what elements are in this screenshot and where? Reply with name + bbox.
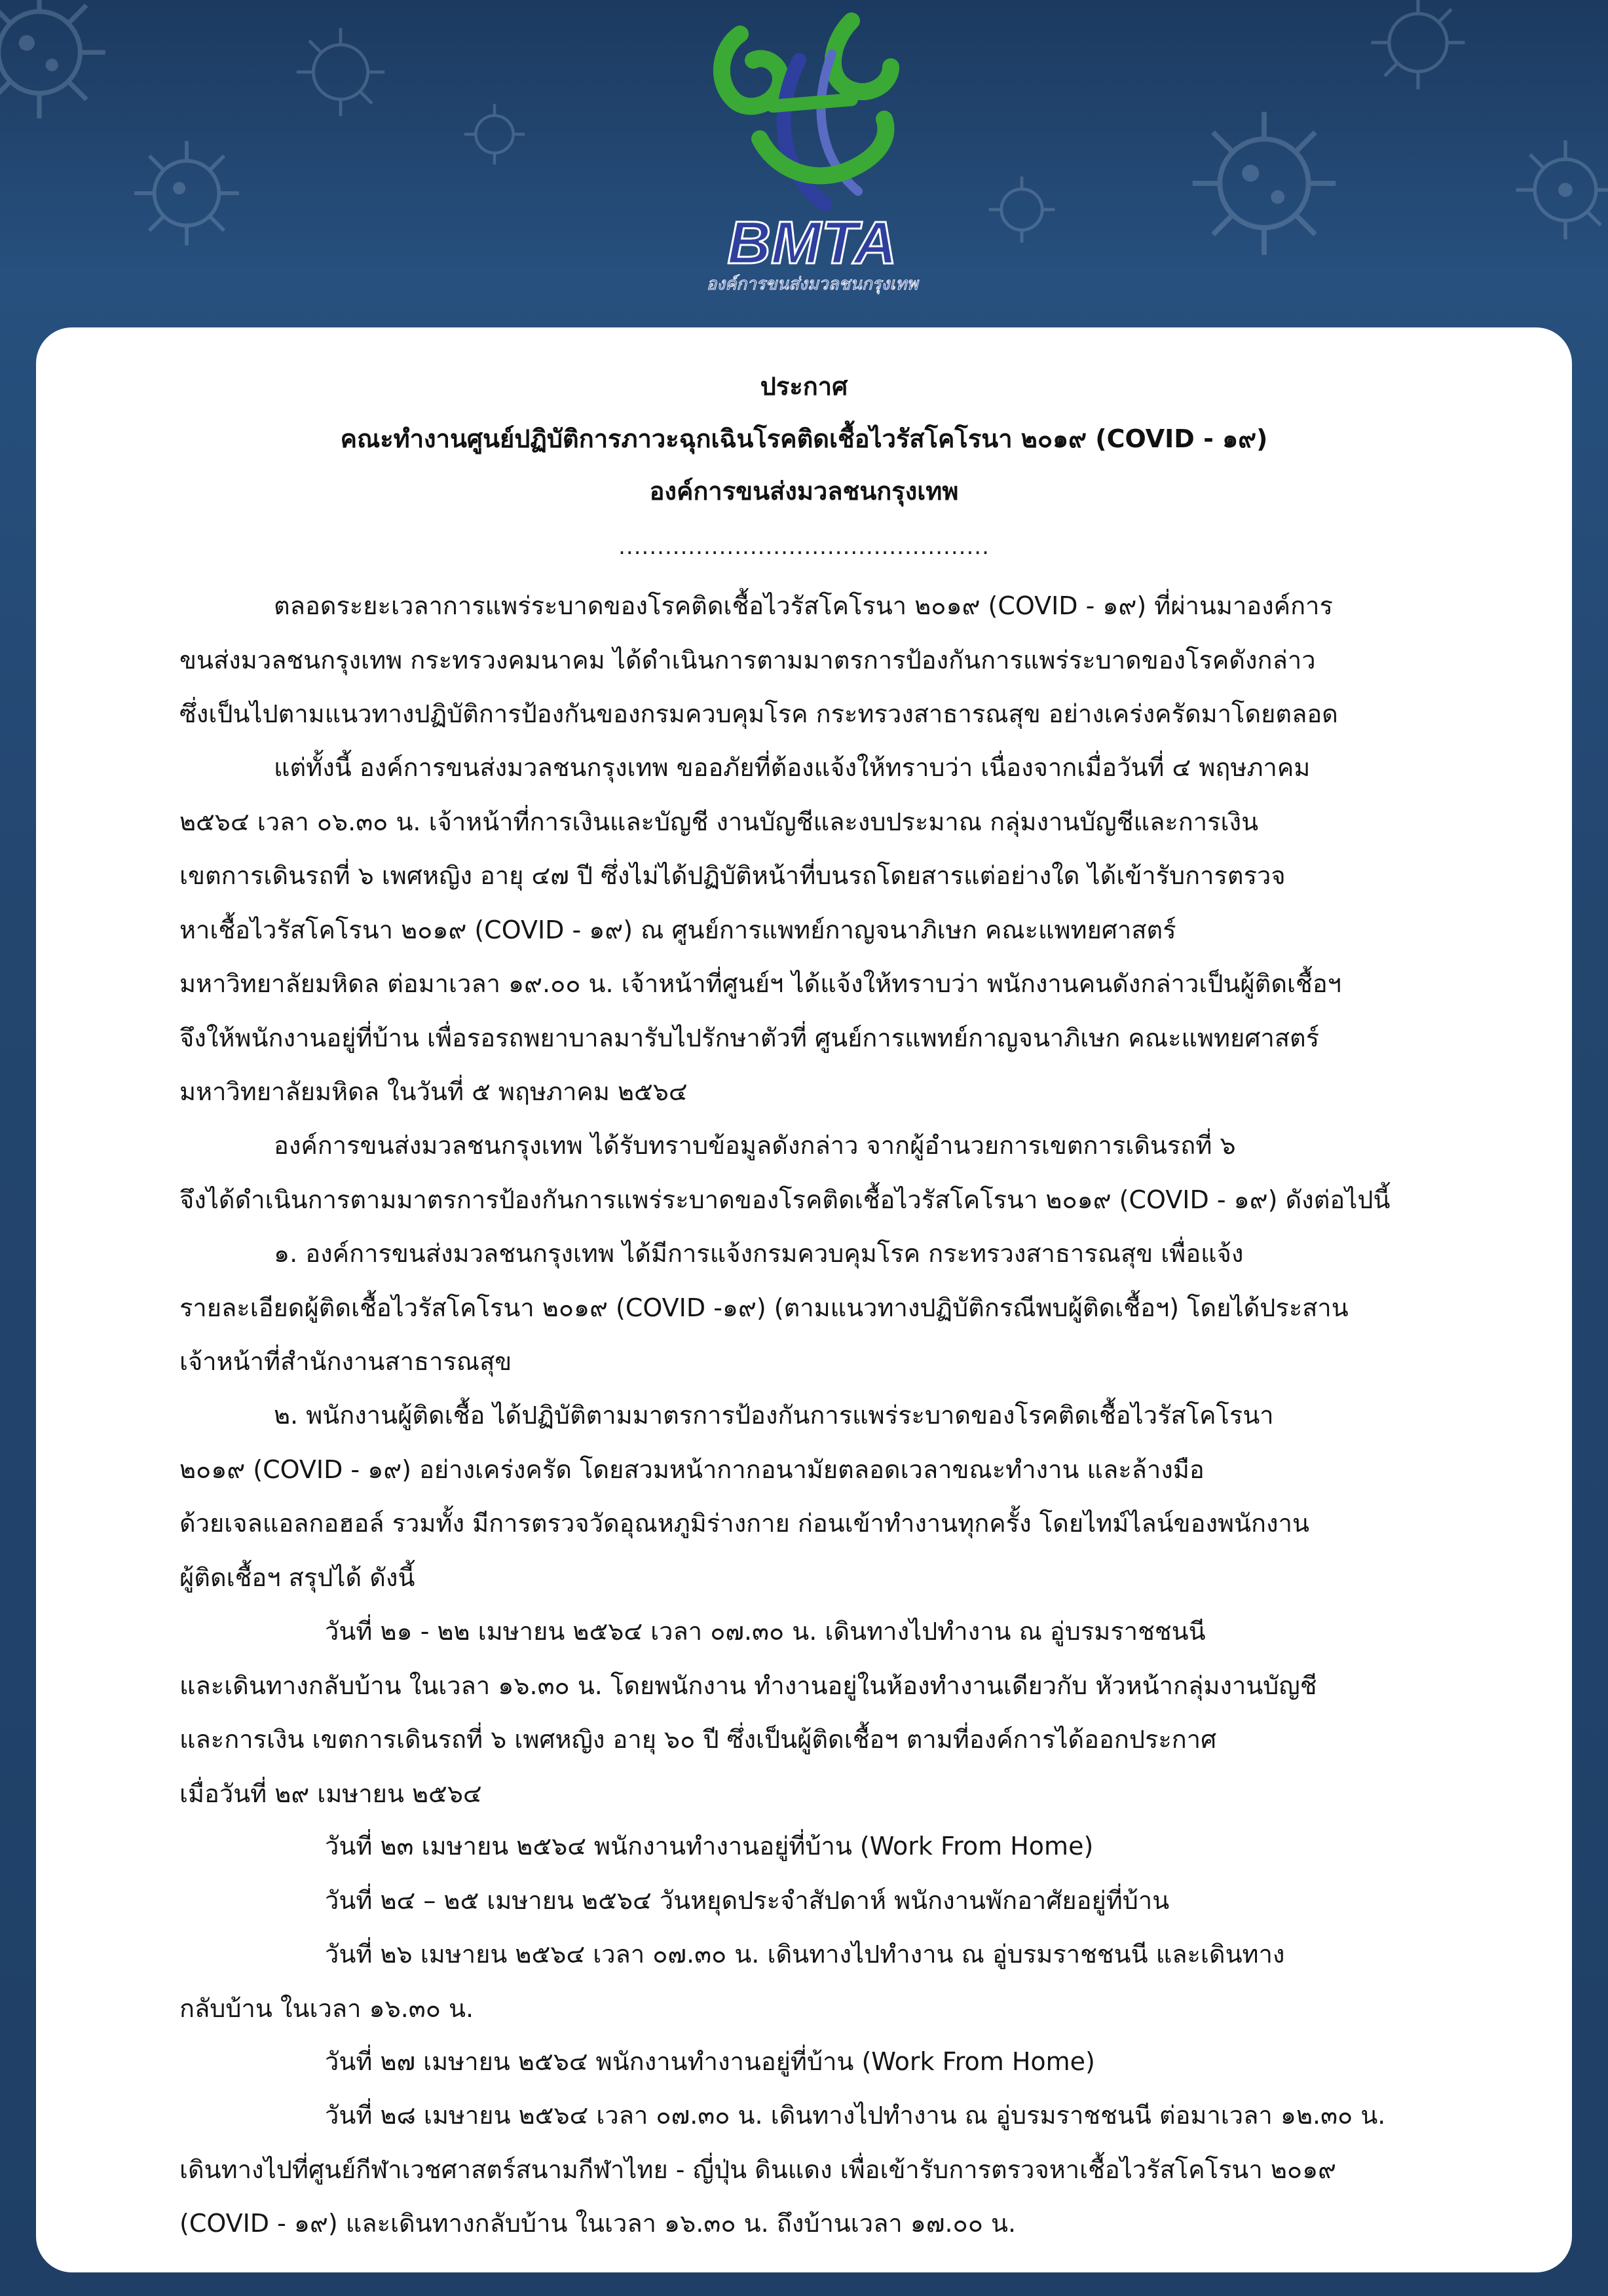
text-line: องค์การขนส่งมวลชนกรุงเทพ ได้รับทราบข้อมูลดังกล่าว จากผู้อำนวยการเขตการเดินรถที่ ๖: [274, 1131, 1236, 1160]
title-separator: ................................................: [618, 534, 990, 560]
virus-icon: [1362, 0, 1474, 98]
measure-item-2: [179, 1388, 1412, 1604]
text-line: มหาวิทยาลัยมหิดล ในวันที่ ๕ พฤษภาคม ๒๕๖๔: [179, 1077, 688, 1106]
virus-icon: [458, 98, 531, 170]
measure-item-1: [179, 1227, 1412, 1389]
bmta-logo: [694, 8, 930, 316]
text-line: จึงได้ดำเนินการตามมาตรการป้องกันการแพร่ระบาดของโรคติดเชื้อไวรัสโคโรนา ๒๐๑๙ (COVID - ๑๙) ดังต่อไปนี้: [179, 1185, 1391, 1214]
text-line: วันที่ ๒๑ - ๒๒ เมษายน ๒๕๖๔ เวลา ๐๗.๓๐ น. เดินทางไปทำงาน ณ อู่บรมราชชนนี: [325, 1617, 1206, 1646]
timeline-entry-27-apr: [179, 2035, 1412, 2089]
logo-mark-icon: [722, 21, 891, 204]
text-line: หาเชื้อไวรัสโคโรนา ๒๐๑๙ (COVID - ๑๙) ณ ศูนย์การแพทย์กาญจนาภิเษก คณะแพทยศาสตร์: [179, 915, 1176, 944]
text-line: กลับบ้าน ในเวลา ๑๖.๓๐ น.: [179, 1993, 474, 2023]
text-line: เมื่อวันที่ ๒๙ เมษายน ๒๕๖๔: [179, 1779, 482, 1808]
virus-icon: [982, 170, 1061, 249]
timeline-entry-28-apr: [179, 2088, 1412, 2251]
text-line: วันที่ ๒๘ เมษายน ๒๕๖๔ เวลา ๐๗.๓๐ น. เดินทางไปทำงาน ณ อู่บรมราชชนนี ต่อมาเวลา ๑๒.๓๐ น.: [325, 2101, 1386, 2130]
text-line: วันที่ ๒๔ – ๒๕ เมษายน ๒๕๖๔ วันหยุดประจำสัปดาห์ พนักงานพักอาศัยอยู่ที่บ้าน: [325, 1886, 1170, 1915]
intro-paragraph: [179, 579, 1412, 741]
text-line: จึงให้พนักงานอยู่ที่บ้าน เพื่อรอรถพยาบาลมารับไปรักษาตัวที่ ศูนย์การแพทย์กาญจนาภิเษก คณะแพทยศาสตร์: [179, 1023, 1320, 1052]
text-line: เขตการเดินรถที่ ๖ เพศหญิง อายุ ๔๗ ปี ซึ่งไม่ได้ปฏิบัติหน้าที่บนรถโดยสารแต่อย่างใด ได้เข้ารับการตรวจ: [179, 861, 1286, 890]
virus-icon: [124, 131, 249, 255]
committee-title: คณะทำงานศูนย์ปฏิบัติการภาวะฉุกเฉินโรคติดเชื้อไวรัสโคโรนา ๒๐๑๙ (COVID - ๑๙): [340, 424, 1268, 453]
text-line: ตลอดระยะเวลาการแพร่ระบาดของโรคติดเชื้อไวรัสโคโรนา ๒๐๑๙ (COVID - ๑๙) ที่ผ่านมาองค์การ: [274, 591, 1333, 620]
virus-icon: [1179, 98, 1349, 268]
text-line: ซึ่งเป็นไปตามแนวทางปฏิบัติการป้องกันของกรมควบคุมโรค กระทรวงสาธารณสุข อย่างเคร่งครัดมาโดยตลอด: [179, 699, 1338, 728]
text-line: ด้วยเจลแอลกอฮอล์ รวมทั้ง มีการตรวจวัดอุณหภูมิร่างกาย ก่อนเข้าทำงานทุกครั้ง โดยไทม์ไลน์ของพนักงาน: [179, 1509, 1309, 1538]
timeline-entry-26-apr: [179, 1927, 1412, 2035]
text-line: (COVID - ๑๙) และเดินทางกลับบ้าน ในเวลา ๑๖.๓๐ น. ถึงบ้านเวลา ๑๗.๐๐ น.: [179, 2209, 1017, 2238]
text-line: เดินทางไปที่ศูนย์กีฬาเวชศาสตร์สนามกีฬาไทย - ญี่ปุ่น ดินแดง เพื่อเข้ารับการตรวจหาเชื้อไวรัสโคโรนา ๒๐๑๙: [179, 2155, 1337, 2184]
text-line: รายละเอียดผู้ติดเชื้อไวรัสโคโรนา ๒๐๑๙ (COVID -๑๙) (ตามแนวทางปฏิบัติกรณีพบผู้ติดเชื้อฯ) โดยได้ประสาน: [179, 1293, 1349, 1322]
timeline-entry-24-25-apr: [179, 1874, 1412, 1928]
timeline-entry-23-apr: [179, 1819, 1412, 1874]
virus-icon: [0, 0, 118, 131]
text-line: ขนส่งมวลชนกรุงเทพ กระทรวงคมนาคม ได้ดำเนินการตามมาตรการป้องกันการแพร่ระบาดของโรคดังกล่าว: [179, 645, 1316, 675]
text-line: วันที่ ๒๗ เมษายน ๒๕๖๔ พนักงานทำงานอยู่ที่บ้าน (Work From Home): [325, 2047, 1095, 2076]
text-line: วันที่ ๒๓ เมษายน ๒๕๖๔ พนักงานทำงานอยู่ที่บ้าน (Work From Home): [325, 1832, 1094, 1861]
virus-icon: [288, 20, 393, 124]
text-line: ๒๕๖๔ เวลา ๐๖.๓๐ น. เจ้าหน้าที่การเงินและบัญชี งานบัญชีและงบประมาณ กลุ่มงานบัญชีและการเงิน: [179, 807, 1259, 836]
text-line: ๒๐๑๙ (COVID - ๑๙) อย่างเคร่งครัด โดยสวมหน้ากากอนามัยตลอดเวลาขณะทำงาน และล้างมือ: [179, 1454, 1205, 1484]
text-line: เจ้าหน้าที่สำนักงานสาธารณสุข: [179, 1347, 512, 1376]
text-line: มหาวิทยาลัยมหิดล ต่อมาเวลา ๑๙.๐๐ น. เจ้าหน้าที่ศูนย์ฯ ได้แจ้งให้ทราบว่า พนักงานคนดังกล่าวเป็นผู้ติดเชื้อฯ: [179, 969, 1341, 998]
text-line: ผู้ติดเชื้อฯ สรุปได้ ดังนี้: [179, 1563, 415, 1592]
text-line: วันที่ ๒๖ เมษายน ๒๕๖๔ เวลา ๐๗.๓๐ น. เดินทางไปทำงาน ณ อู่บรมราชชนนี และเดินทาง: [325, 1940, 1285, 1969]
text-line: และเดินทางกลับบ้าน ในเวลา ๑๖.๓๐ น. โดยพนักงาน ทำงานอยู่ในห้องทำงานเดียวกับ หัวหน้ากลุ่มงานบัญชี: [179, 1671, 1317, 1700]
text-line: ๑. องค์การขนส่งมวลชนกรุงเทพ ได้มีการแจ้งกรมควบคุมโรค กระทรวงสาธารณสุข เพื่อแจ้ง: [274, 1239, 1244, 1268]
measures-intro-paragraph: [179, 1119, 1412, 1227]
text-line: แต่ทั้งนี้ องค์การขนส่งมวลชนกรุงเทพ ขออภัยที่ต้องแจ้งให้ทราบว่า เนื่องจากเมื่อวันที่ ๔ พฤษภาคม: [274, 753, 1311, 782]
incident-paragraph: [179, 741, 1412, 1119]
text-line: ๒. พนักงานผู้ติดเชื้อ ได้ปฏิบัติตามมาตรการป้องกันการแพร่ระบาดของโรคติดเชื้อไวรัสโคโรนา: [274, 1401, 1274, 1430]
timeline-entry-21-22-apr: [179, 1604, 1412, 1821]
text-line: และการเงิน เขตการเดินรถที่ ๖ เพศหญิง อายุ ๖๐ ปี ซึ่งเป็นผู้ติดเชื้อฯ ตามที่องค์การได้ออกประกาศ: [179, 1725, 1217, 1754]
announcement-title: ประกาศ: [760, 372, 848, 401]
logo-org-name: องค์การขนส่งมวลชนกรุงเทพ: [706, 274, 918, 294]
organization-title: องค์การขนส่งมวลชนกรุงเทพ: [649, 477, 959, 506]
virus-icon: [1506, 131, 1608, 249]
logo-brand-text: BMTA: [727, 210, 897, 276]
